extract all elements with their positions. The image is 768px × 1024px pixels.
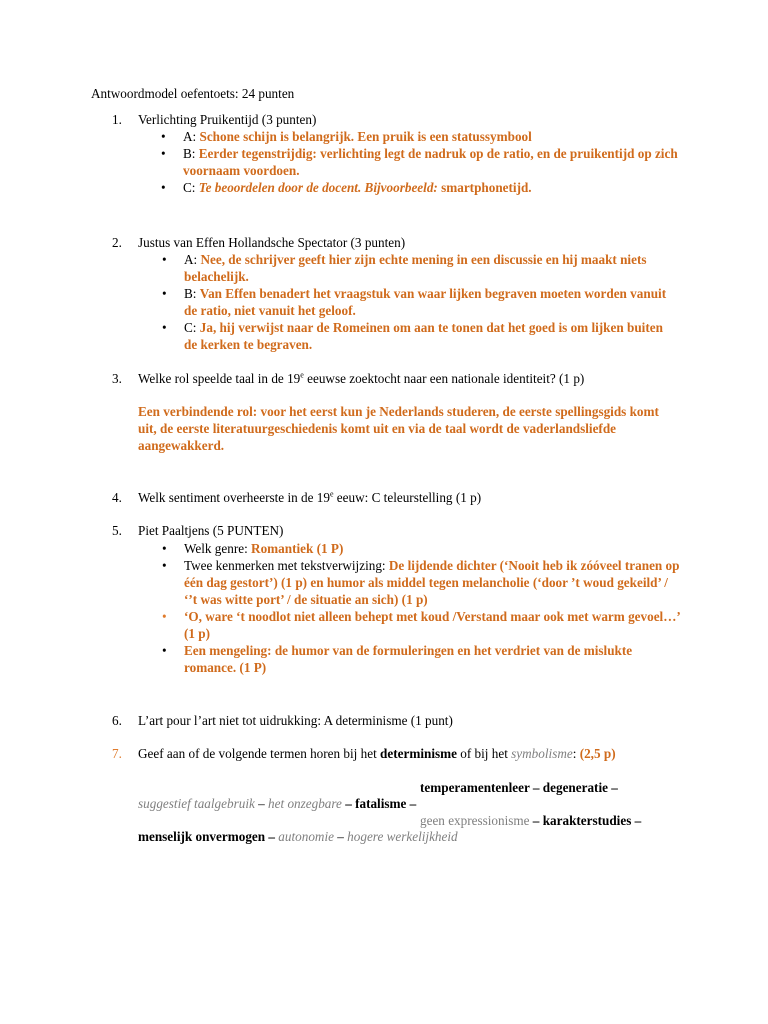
answer-text-3: Een verbindende rol: voor het eerst kun je Nederlands studeren, de eerste spellingsgids komt uit, de eerste literatuurgeschiedenis komt uit en via de taal wordt de vaderlandsliefde aangewakkerd. — [138, 404, 659, 453]
answer-label: B: — [183, 146, 199, 161]
question-number: 1. — [112, 112, 122, 127]
answer-label: A: — [184, 252, 201, 267]
answer-item-genre — [162, 540, 682, 557]
superscript: e — [300, 370, 304, 380]
question-3 — [112, 370, 585, 387]
answer-text: smartphonetijd. — [441, 180, 532, 195]
answer-text: Eerder tegenstrijdig: verlichting legt de nadruk op de ratio, en de pruikentijd op zich voornaam voordoen. — [183, 146, 678, 178]
answer-label: C: — [183, 180, 199, 195]
question-text-part: : — [572, 746, 580, 761]
answer-label: B: — [184, 286, 200, 301]
answer-text-italic: Te beoordelen door de docent. Bijvoorbeeld: — [198, 180, 442, 195]
question-6 — [112, 712, 453, 729]
answer-text: Een mengeling: de humor van de formuleringen en het verdriet van de mislukte romance. (1 P) — [184, 643, 633, 675]
terms-line-2 — [138, 795, 416, 812]
question-text — [138, 370, 584, 387]
question-number: 4. — [112, 490, 122, 505]
determinism-term: determinisme — [380, 746, 457, 761]
question-text-part: eeuwse zoektocht naar een nationale identiteit? (1 p) — [303, 371, 585, 386]
separator: – — [254, 796, 269, 811]
question-2 — [112, 234, 406, 251]
question-number: 3. — [112, 371, 122, 386]
answer-text: Nee, de schrijver geeft hier zijn echte mening in een discussie en hij maakt niets belachelijk. — [184, 252, 647, 284]
question-text-part: Welke rol speelde taal in de 19 — [138, 371, 301, 386]
answer-list-1 — [161, 128, 701, 196]
question-1 — [112, 111, 317, 128]
answer-label: Welk genre: — [184, 541, 252, 556]
question-text: Justus van Effen Hollandsche Spectator (3 punten) — [138, 235, 406, 250]
determinism-term: menselijk onvermogen – — [138, 829, 279, 844]
separator: – — [333, 829, 348, 844]
answer-list-2 — [162, 251, 672, 353]
question-text-part: Welk sentiment overheerste in de 19 — [138, 490, 330, 505]
answer-list-5 — [162, 540, 682, 676]
page-title: Antwoordmodel oefentoets: 24 punten — [91, 86, 295, 101]
terms-line-3 — [420, 812, 641, 829]
symbolism-term: hogere werkelijkheid — [347, 829, 458, 844]
symbolism-term: het onzegbare — [268, 796, 342, 811]
question-number: 2. — [112, 235, 122, 250]
answer-item-quote — [162, 608, 682, 642]
answer-item-c — [161, 179, 701, 196]
answer-item-kenmerken — [162, 557, 682, 608]
points-label: (2,5 p) — [579, 746, 616, 761]
question-text-part: of bij het — [456, 746, 512, 761]
terms-line-1: temperamentenleer – degeneratie – — [420, 780, 618, 795]
symbolism-term: suggestief taalgebruik — [138, 796, 255, 811]
question-text — [138, 745, 616, 762]
question-text: Verlichting Pruikentijd (3 punten) — [138, 112, 317, 127]
determinism-term: – fatalisme – — [341, 796, 417, 811]
answer-item-mengeling — [162, 642, 682, 676]
question-number: 6. — [112, 713, 122, 728]
answer-item-c — [162, 319, 672, 353]
answer-item-a — [162, 251, 672, 285]
answer-text: Romantiek (1 P) — [251, 541, 344, 556]
question-4 — [112, 489, 482, 506]
answer-text: Schone schijn is belangrijk. Een pruik is een statussymbool — [199, 129, 532, 144]
question-number: 7. — [112, 746, 122, 761]
question-text-part: Geef aan of de volgende termen horen bij het — [138, 746, 381, 761]
answer-label: Twee kenmerken met tekstverwijzing: — [184, 558, 389, 573]
question-5 — [112, 522, 284, 539]
superscript: e — [329, 489, 334, 499]
answer-label: A: — [183, 129, 200, 144]
answer-label: C: — [184, 320, 200, 335]
symbolism-term: autonomie — [278, 829, 334, 844]
question-7 — [112, 745, 616, 762]
answer-item-b — [162, 285, 672, 319]
question-text: Piet Paaltjens (5 PUNTEN) — [138, 523, 284, 538]
answer-text: Ja, hij verwijst naar de Romeinen om aan te tonen dat het goed is om lijken buiten de kerken te begraven. — [184, 320, 663, 352]
answer-item-a — [161, 128, 701, 145]
symbolism-term: symbolisme — [511, 746, 573, 761]
determinism-term: – karakterstudies – — [529, 813, 642, 828]
question-text-part: eeuw: C teleurstelling (1 p) — [333, 490, 482, 505]
question-text — [138, 489, 481, 506]
question-number: 5. — [112, 523, 122, 538]
answer-item-b — [161, 145, 701, 179]
answer-text: Van Effen benadert het vraagstuk van waar lijken begraven moeten worden vanuit de ratio, niet vanuit het geloof. — [184, 286, 667, 318]
symbolism-term: geen expressionisme — [420, 813, 530, 828]
answer-text: De lijdende dichter (‘Nooit heb ik zóóveel tranen op één dag gestort’) (1 p) en humor als middel tegen melancholie (‘door ’t woud gekeild’ / ‘’t was witte port’ / de situatie an sich) (1 p) — [184, 558, 680, 607]
question-text: L’art pour l’art niet tot uidrukking: A determinisme (1 punt) — [138, 713, 453, 728]
terms-line-4 — [138, 828, 458, 845]
answer-text: ‘O, ware ‘t noodlot niet alleen behept met koud /Verstand maar ook met warm gevoel…’ (1 p) — [184, 609, 680, 641]
